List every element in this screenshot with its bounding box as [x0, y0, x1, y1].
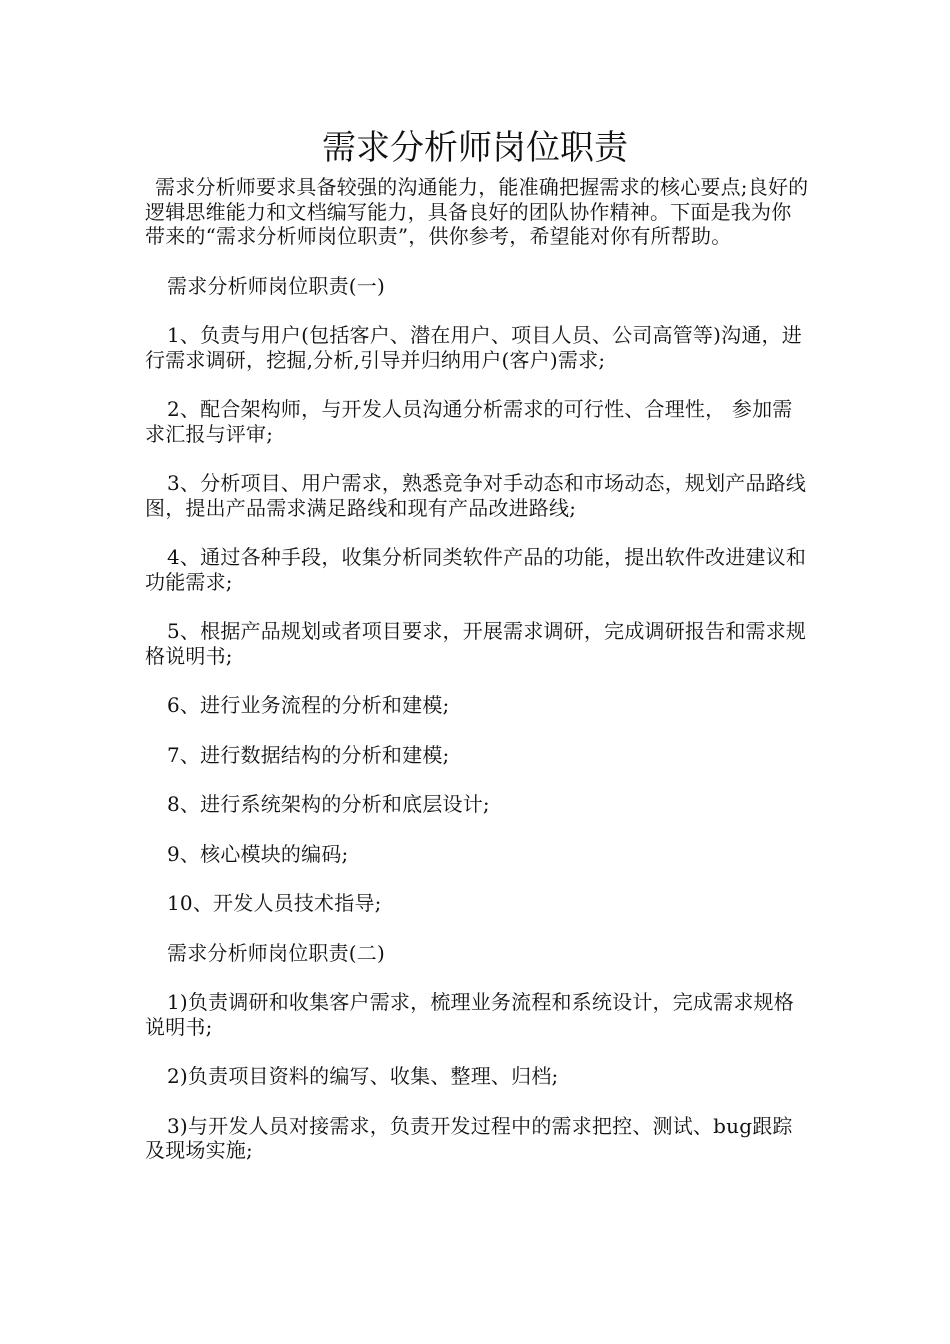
section-1-heading: 需求分析师岗位职责(一) — [167, 273, 386, 298]
document-body — [145, 175, 810, 1188]
section-1-item-9: 9、核心模块的编码; — [167, 841, 349, 866]
section-1-item-1: 1、负责与用户(包括客户、潜在用户、项目人员、公司高管等)沟通，进行需求调研，挖掘,分析,引导并归纳用户(客户)需求; — [145, 323, 802, 372]
intro-paragraph: 需求分析师要求具备较强的沟通能力，能准确把握需求的核心要点;良好的逻辑思维能力和文档编写能力，具备良好的团队协作精神。下面是我为你带来的“需求分析师岗位职责”，供你参考，希望能对你有所帮助。 — [145, 175, 809, 248]
section-1-item-3: 3、分析项目、用户需求，熟悉竞争对手动态和市场动态，规划产品路线图，提出产品需求满足路线和现有产品改进路线; — [145, 471, 807, 520]
section-2-item-2: 2)负责项目资料的编写、收集、整理、归档; — [167, 1064, 559, 1088]
section-2-heading: 需求分析师岗位职责(二) — [167, 940, 386, 965]
section-1-item-6: 6、进行业务流程的分析和建模; — [167, 693, 450, 717]
section-1-item-4: 4、通过各种手段，收集分析同类软件产品的功能，提出软件改进建议和功能需求; — [145, 545, 807, 594]
document-title: 需求分析师岗位职责 — [322, 128, 628, 168]
section-1-item-10: 10、开发人员技术指导; — [167, 891, 382, 915]
section-1-item-8: 8、进行系统架构的分析和底层设计; — [167, 792, 490, 816]
section-1-item-7: 7、进行数据结构的分析和建模; — [167, 742, 450, 767]
section-1-item-2: 2、配合架构师，与开发人员沟通分析需求的可行性、合理性， 参加需求汇报与评审; — [145, 397, 793, 446]
section-2-item-3: 3)与开发人员对接需求，负责开发过程中的需求把控、测试、bug跟踪及现场实施; — [145, 1113, 793, 1162]
section-2-item-1: 1)负责调研和收集客户需求，梳理业务流程和系统设计，完成需求规格说明书; — [145, 990, 794, 1039]
section-1-item-5: 5、根据产品规划或者项目要求，开展需求调研，完成调研报告和需求规格说明书; — [145, 619, 807, 668]
